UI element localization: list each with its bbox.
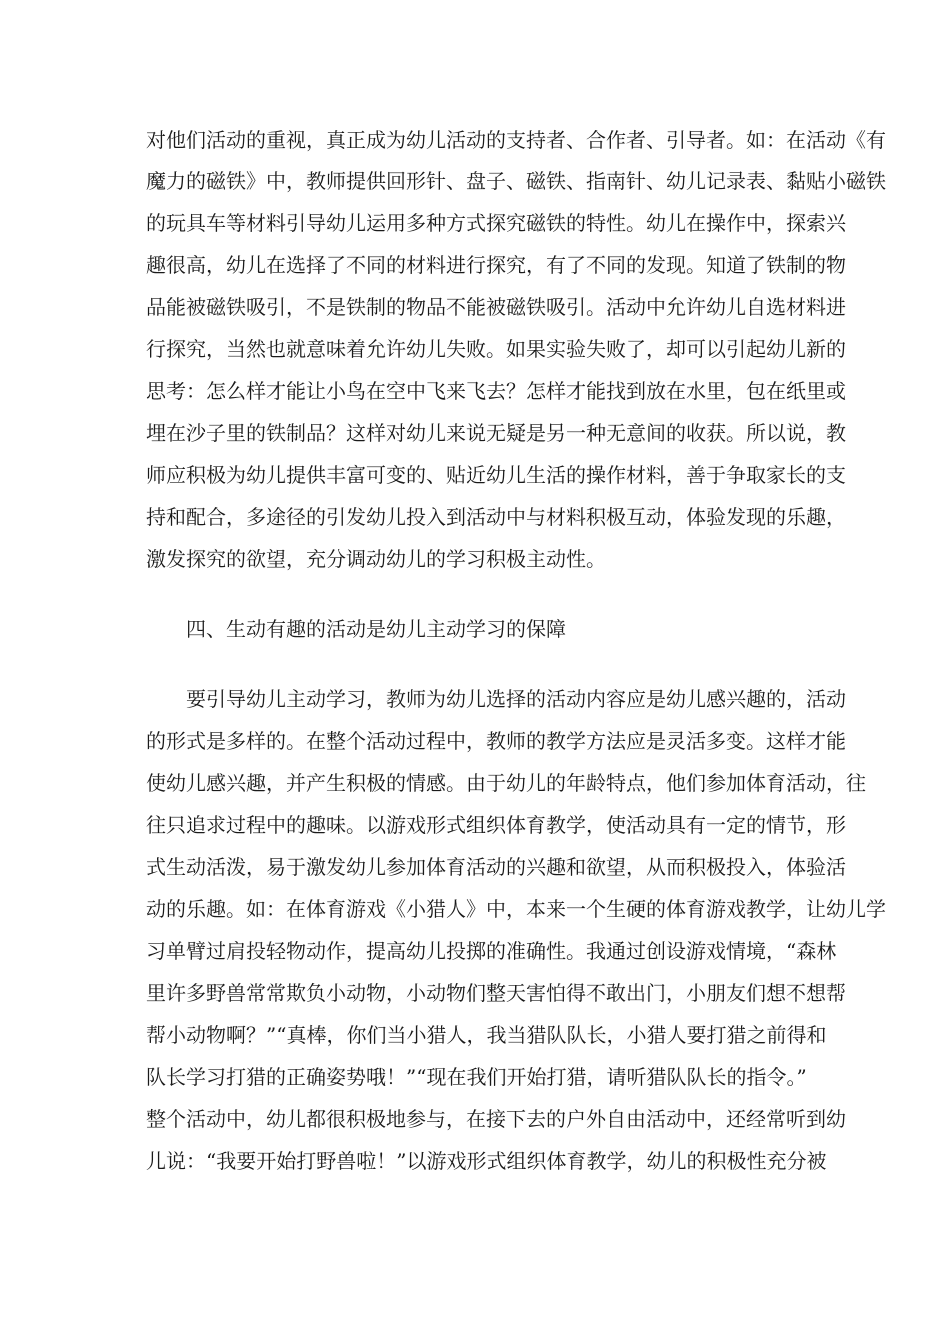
text-line: 整个活动中，幼儿都很积极地参与，在接下去的户外自由活动中，还经常听到幼 [146, 1107, 846, 1131]
text-line: 思考：怎么样才能让小鸟在空中飞来飞去？怎样才能找到放在水里，包在纸里或 [146, 379, 846, 403]
section-heading: 四、生动有趣的活动是幼儿主动学习的保障 [186, 617, 566, 641]
text-line: 使幼儿感兴趣，并产生积极的情感。由于幼儿的年龄特点，他们参加体育活动，往 [146, 771, 866, 795]
text-line: 里许多野兽常常欺负小动物，小动物们整天害怕得不敢出门，小朋友们想不想帮 [146, 981, 846, 1005]
text-line: 持和配合，多途径的引发幼儿投入到活动中与材料积极互动，体验发现的乐趣， [146, 505, 846, 529]
text-line: 趣很高，幼儿在选择了不同的材料进行探究，有了不同的发现。知道了铁制的物 [146, 253, 846, 277]
text-line: 师应积极为幼儿提供丰富可变的、贴近幼儿生活的操作材料，善于争取家长的支 [146, 463, 846, 487]
text-line: 动的乐趣。如：在体育游戏《小猎人》中，本来一个生硬的体育游戏教学，让幼儿学 [146, 897, 886, 921]
text-line: 儿说：“我要开始打野兽啦！”以游戏形式组织体育教学，幼儿的积极性充分被 [146, 1149, 827, 1173]
text-line: 埋在沙子里的铁制品？这样对幼儿来说无疑是另一种无意间的收获。所以说，教 [146, 421, 846, 445]
text-line: 魔力的磁铁》中，教师提供回形针、盘子、磁铁、指南针、幼儿记录表、黏贴小磁铁 [146, 169, 886, 193]
text-line: 习单臂过肩投轻物动作，提高幼儿投掷的准确性。我通过创设游戏情境，“森林 [146, 939, 837, 963]
text-line: 式生动活泼，易于激发幼儿参加体育活动的兴趣和欲望，从而积极投入，体验活 [146, 855, 846, 879]
text-line: 帮小动物啊？”“真棒，你们当小猎人，我当猎队队长，小猎人要打猎之前得和 [146, 1023, 827, 1047]
text-line: 要引导幼儿主动学习，教师为幼儿选择的活动内容应是幼儿感兴趣的，活动 [186, 687, 846, 711]
text-line: 激发探究的欲望，充分调动幼儿的学习积极主动性。 [146, 547, 606, 571]
text-line: 往只追求过程中的趣味。以游戏形式组织体育教学，使活动具有一定的情节，形 [146, 813, 846, 837]
text-line: 品能被磁铁吸引，不是铁制的物品不能被磁铁吸引。活动中允许幼儿自选材料进 [146, 295, 846, 319]
text-line: 队长学习打猎的正确姿势哦！”“现在我们开始打猎，请听猎队队长的指令。” [146, 1065, 807, 1089]
text-line: 的形式是多样的。在整个活动过程中，教师的教学方法应是灵活多变。这样才能 [146, 729, 846, 753]
text-line: 的玩具车等材料引导幼儿运用多种方式探究磁铁的特性。幼儿在操作中，探索兴 [146, 211, 846, 235]
text-line: 对他们活动的重视，真正成为幼儿活动的支持者、合作者、引导者。如：在活动《有 [146, 128, 886, 152]
text-line: 行探究，当然也就意味着允许幼儿失败。如果实验失败了，却可以引起幼儿新的 [146, 337, 846, 361]
